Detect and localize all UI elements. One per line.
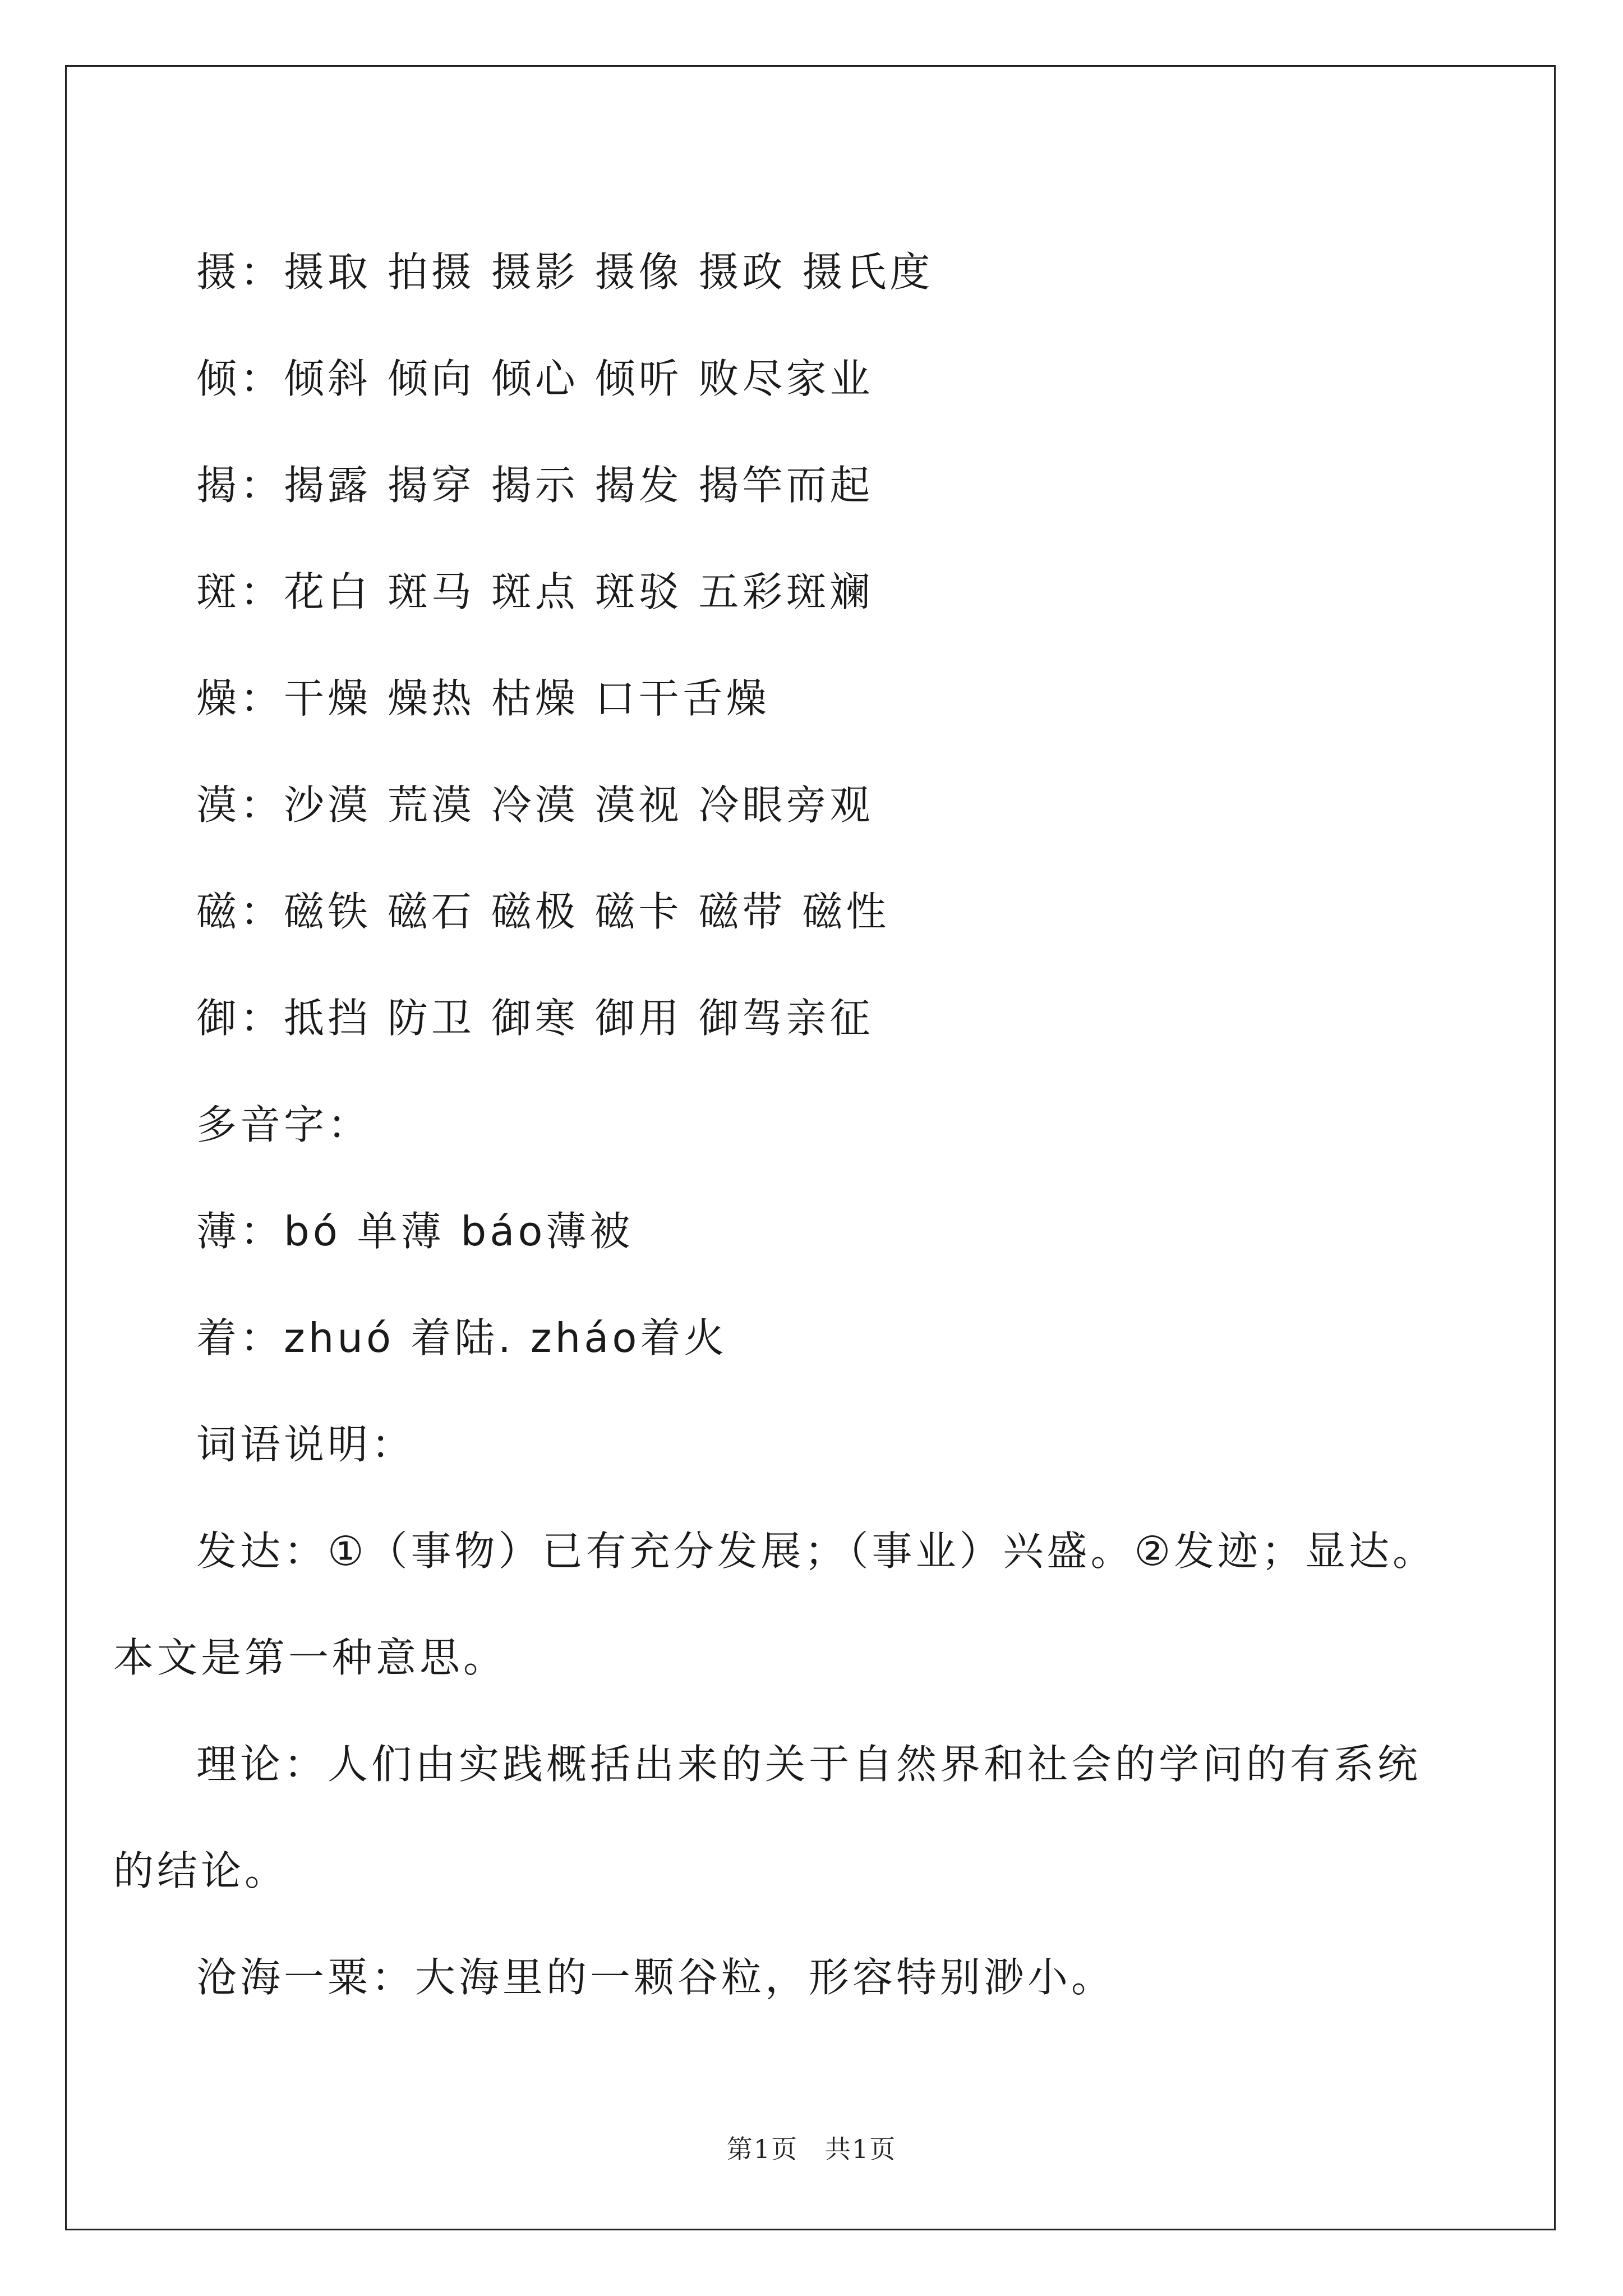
explanation-lilun: 理论：人们由实践概括出来的关于自然界和社会的学问的有系统 xyxy=(196,1741,1422,1788)
vocab-line-she: 摄：摄取 拍摄 摄影 摄像 摄政 摄氏度 xyxy=(196,249,934,296)
document-body xyxy=(113,219,1475,2031)
vocab-line-qing: 倾：倾斜 倾向 倾心 倾听 败尽家业 xyxy=(196,355,874,402)
page-number-footer: 第1页 共1页 xyxy=(726,2134,897,2164)
section-heading-word-explanations: 词语说明： xyxy=(196,1421,416,1468)
polyphone-line-bao: 薄：bó 单薄 báo薄被 xyxy=(196,1208,634,1255)
vocab-line-yu: 御：抵挡 防卫 御寒 御用 御驾亲征 xyxy=(196,995,874,1042)
vocab-line-ban: 斑：花白 斑马 斑点 斑驳 五彩斑斓 xyxy=(196,568,874,615)
section-heading-polyphones: 多音字： xyxy=(196,1101,372,1148)
explanation-fada: 发达：①（事物）已有充分发展；（事业）兴盛。②发迹；显达。 xyxy=(196,1527,1437,1575)
vocab-line-zao: 燥：干燥 燥热 枯燥 口干舌燥 xyxy=(196,675,770,722)
explanation-canghai-yisu: 沧海一粟：大海里的一颗谷粒，形容特别渺小。 xyxy=(196,1954,1115,2001)
explanation-lilun-continued: 的结论。 xyxy=(113,1847,289,1894)
vocab-line-mo: 漠：沙漠 荒漠 冷漠 漠视 冷眼旁观 xyxy=(196,781,874,829)
vocab-line-jie: 揭：揭露 揭穿 揭示 揭发 揭竿而起 xyxy=(196,462,874,509)
vocab-line-ci: 磁：磁铁 磁石 磁极 磁卡 磁带 磁性 xyxy=(196,888,890,935)
polyphone-line-zhao: 着：zhuó 着陆. zháo着火 xyxy=(196,1314,728,1361)
explanation-fada-continued: 本文是第一种意思。 xyxy=(113,1634,508,1681)
